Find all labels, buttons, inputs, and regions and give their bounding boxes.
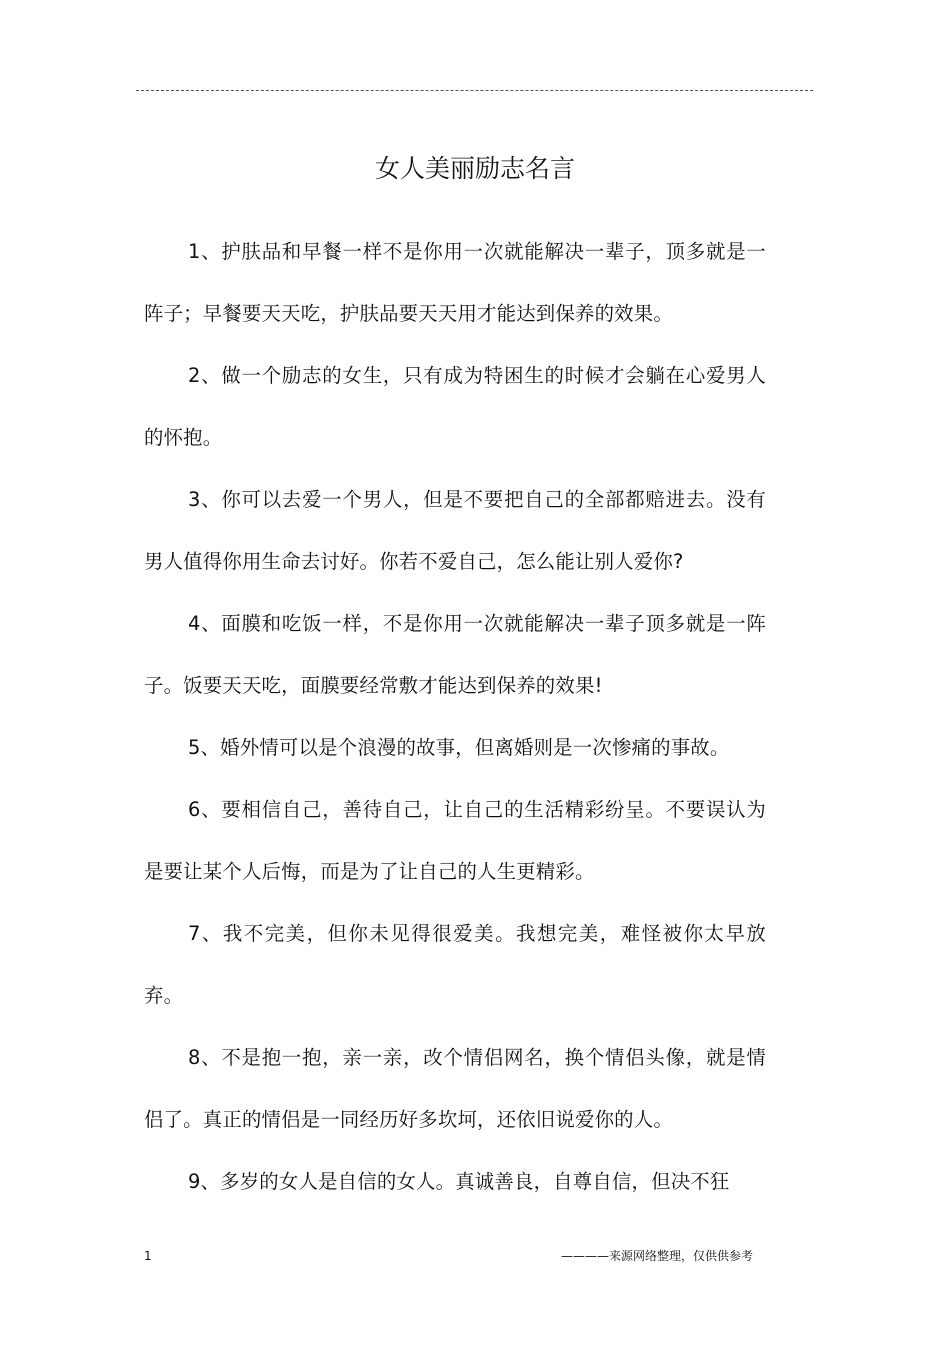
paragraph-5: 5、婚外情可以是个浪漫的故事，但离婚则是一次惨痛的事故。 bbox=[188, 736, 730, 759]
document-title: 女人美丽励志名言 bbox=[374, 154, 575, 183]
header-dashed-rule bbox=[136, 90, 813, 91]
paragraph-2: 2、做一个励志的女生，只有成为特困生的时候才会躺在心爱男人的怀抱。 bbox=[144, 364, 766, 449]
paragraph-3: 3、你可以去爱一个男人，但是不要把自己的全部都赔进去。没有男人值得你用生命去讨好。你若不爱自己，怎么能让别人爱你? bbox=[144, 488, 766, 573]
paragraph-4: 4、面膜和吃饭一样，不是你用一次就能解决一辈子顶多就是一阵子。饭要天天吃，面膜要经常敷才能达到保养的效果! bbox=[144, 612, 766, 697]
paragraph-8: 8、不是抱一抱，亲一亲，改个情侣网名，换个情侣头像，就是情侣了。真正的情侣是一同经历好多坎坷，还依旧说爱你的人。 bbox=[144, 1046, 766, 1131]
paragraph-6: 6、要相信自己，善待自己，让自己的生活精彩纷呈。不要误认为是要让某个人后悔，而是为了让自己的人生更精彩。 bbox=[144, 798, 766, 883]
paragraph-7: 7、我不完美，但你未见得很爱美。我想完美，难怪被你太早放弃。 bbox=[144, 922, 766, 1007]
footer-source-note: ————来源网络整理，仅供供参考 bbox=[560, 1249, 753, 1263]
paragraph-1: 1、护肤品和早餐一样不是你用一次就能解决一辈子，顶多就是一阵子；早餐要天天吃，护肤品要天天用才能达到保养的效果。 bbox=[144, 240, 766, 325]
document-body bbox=[144, 221, 766, 1213]
page-number: 1 bbox=[144, 1249, 152, 1263]
paragraph-9: 9、多岁的女人是自信的女人。真诚善良，自尊自信，但决不狂 bbox=[188, 1170, 730, 1193]
